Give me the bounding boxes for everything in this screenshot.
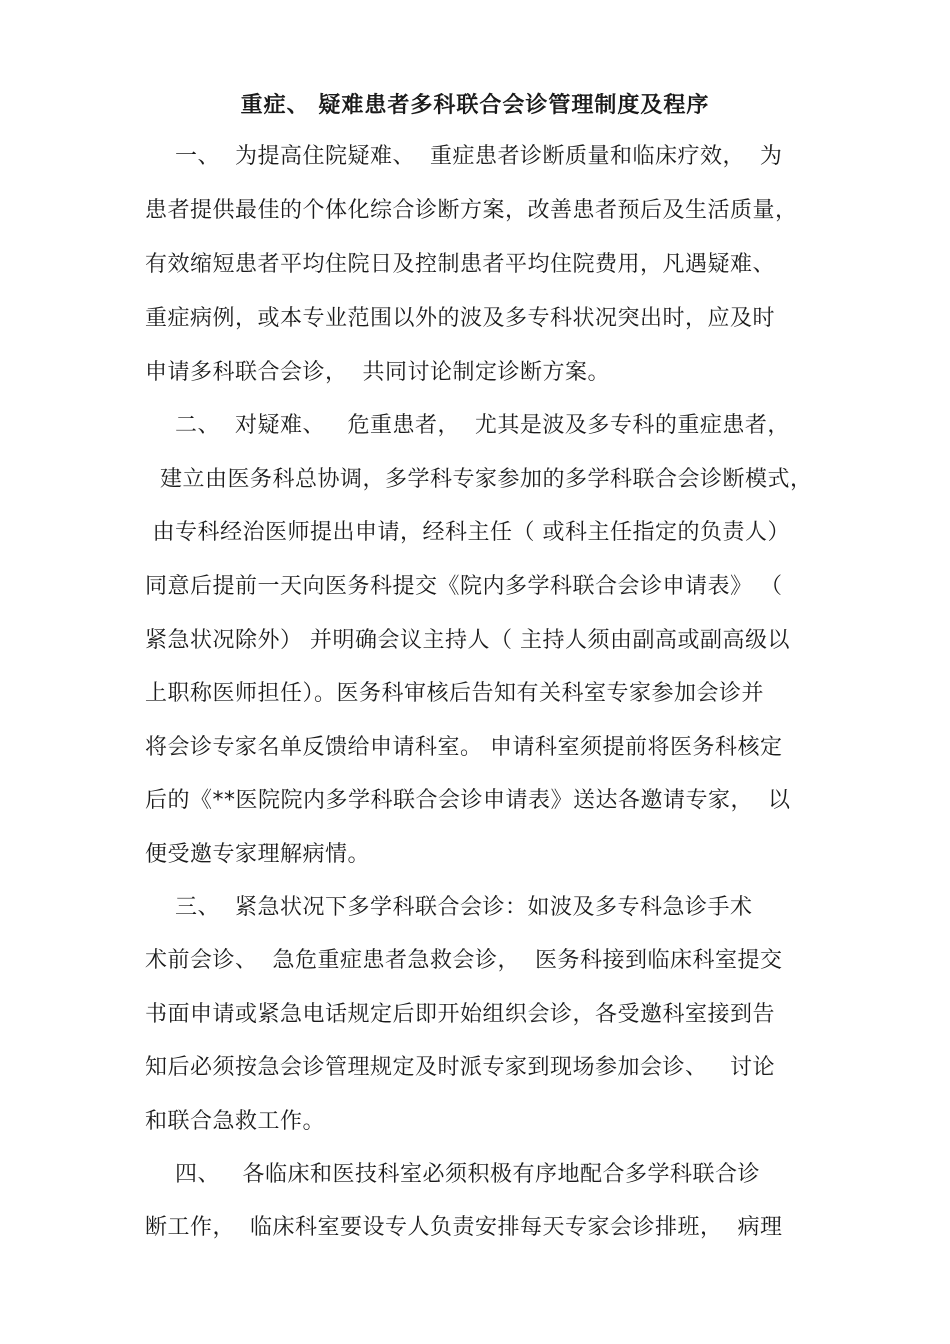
paragraph-line: 三、 紧急状况下多学科联合会诊：如波及多专科急诊手术 bbox=[145, 895, 753, 920]
paragraph-line: 同意后提前一天向医务科提交《院内多学科联合会诊申请表》 （ bbox=[145, 574, 783, 599]
paragraph-line: 后的《**医院院内多学科联合会诊申请表》送达各邀请专家， 以 bbox=[145, 788, 791, 813]
paragraph-line: 知后必须按急会诊管理规定及时派专家到现场参加会诊、 讨论 bbox=[145, 1055, 775, 1080]
document-title: 重症、 疑难患者多科联合会诊管理制度及程序 bbox=[240, 93, 710, 118]
paragraph-line: 便受邀专家理解病情。 bbox=[145, 842, 371, 867]
paragraph-line: 申请多科联合会诊， 共同讨论制定诊断方案。 bbox=[145, 360, 610, 385]
paragraph-line: 有效缩短患者平均住院日及控制患者平均住院费用，凡遇疑难、 bbox=[145, 252, 776, 277]
paragraph-line: 一、 为提高住院疑难、 重症患者诊断质量和临床疗效， 为 bbox=[145, 144, 783, 169]
paragraph-line: 将会诊专家名单反馈给申请科室。 申请科室须提前将医务科核定 bbox=[145, 735, 783, 760]
paragraph-line: 和联合急救工作。 bbox=[145, 1109, 326, 1134]
paragraph-line: 建立由医务科总协调，多学科专家参加的多学科联合会诊断模式， bbox=[145, 467, 813, 492]
paragraph-line: 断工作， 临床科室要设专人负责安排每天专家会诊排班， 病理 bbox=[145, 1215, 783, 1240]
paragraph-line: 上职称医师担任）。医务科审核后告知有关科室专家参加会诊并 bbox=[145, 681, 765, 706]
paragraph-line: 患者提供最佳的个体化综合诊断方案，改善患者预后及生活质量， bbox=[145, 198, 798, 223]
paragraph-line: 二、 对疑难、 危重患者， 尤其是波及多专科的重症患者， bbox=[145, 413, 790, 438]
paragraph-line: 紧急状况除外） 并明确会议主持人（ 主持人须由副高或副高级以 bbox=[145, 628, 790, 653]
paragraph-line: 四、 各临床和医技科室必须积极有序地配合多学科联合诊 bbox=[145, 1162, 760, 1187]
paragraph-line: 书面申请或紧急电话规定后即开始组织会诊，各受邀科室接到告 bbox=[145, 1002, 776, 1027]
paragraph-line: 术前会诊、 急危重症患者急救会诊， 医务科接到临床科室提交 bbox=[145, 948, 783, 973]
paragraph-line: 由专科经治医师提出申请，经科主任（ 或科主任指定的负责人） bbox=[145, 520, 790, 545]
paragraph-line: 重症病例，或本专业范围以外的波及多专科状况突出时，应及时 bbox=[145, 306, 776, 331]
